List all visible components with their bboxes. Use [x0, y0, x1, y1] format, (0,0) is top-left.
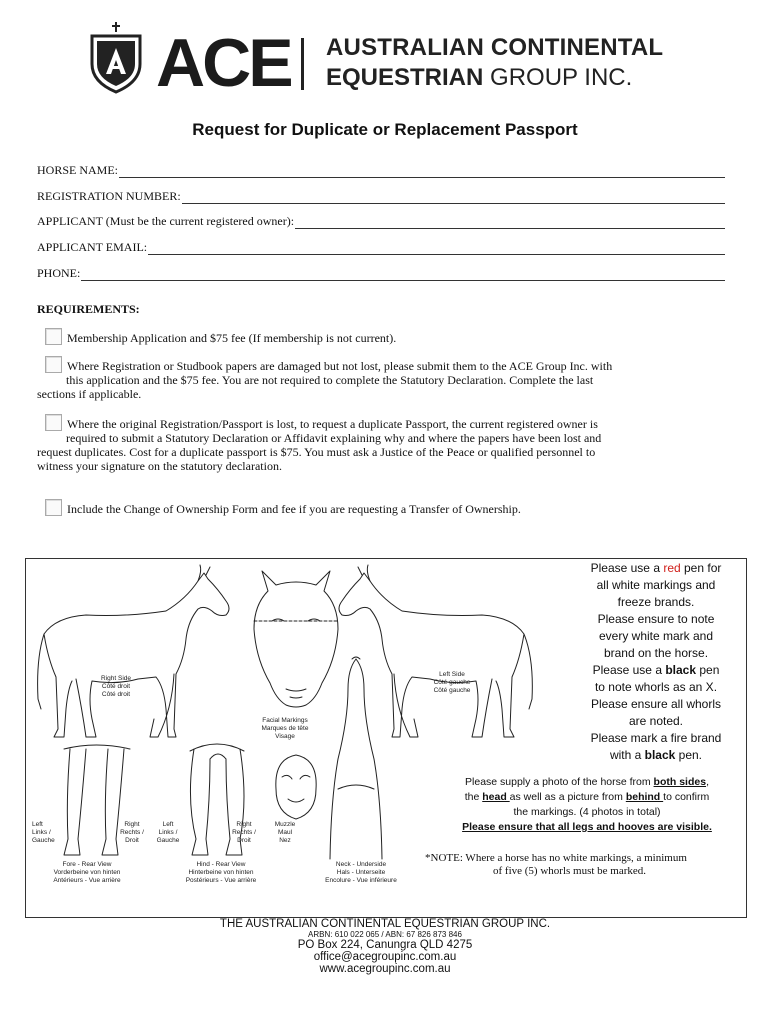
instr-text: Please use a — [592, 663, 666, 677]
shield-emblem-icon — [86, 20, 146, 100]
photo-text: as well as a picture from — [509, 791, 626, 803]
org-name-rest: GROUP INC. — [483, 64, 633, 91]
photo-text: the markings. (4 photos in total) — [513, 806, 661, 818]
label-main: Facial Markings — [262, 717, 308, 724]
instr-text: are noted. — [628, 714, 684, 728]
facial-markings-label — [250, 717, 320, 741]
note-text: of five (5) whorls must be marked. — [493, 865, 647, 877]
instr-text: all white markings and — [596, 578, 716, 592]
footer-abn: ARBN: 610 022 065 / ABN: 67 826 873 846 — [308, 930, 462, 939]
instr-text: pen. — [675, 748, 703, 762]
facial-markings-head-outline — [254, 571, 338, 707]
applicant-email-field[interactable] — [37, 240, 725, 255]
left-side-label — [422, 671, 482, 695]
footer — [0, 918, 770, 975]
requirement-text: Membership Application and $75 fee (If membership is not current). — [67, 331, 397, 345]
label-main: Right — [236, 821, 252, 828]
photo-emphasis: head — [482, 791, 510, 803]
right-side-label — [86, 675, 146, 699]
membership-checkbox[interactable] — [45, 328, 62, 345]
ace-logo — [86, 20, 686, 100]
hind-rear-view-label — [166, 861, 276, 885]
horse-name-line[interactable] — [119, 167, 725, 178]
requirement-text: witness your signature on the statutory declaration. — [37, 459, 282, 473]
label-sub: Hinterbeine von hinten — [188, 869, 254, 876]
label-main: Right — [124, 821, 140, 828]
label-sub: Antérieurs - Vue arrière — [53, 877, 121, 884]
fore-left-label — [32, 821, 60, 845]
horse-name-field[interactable] — [37, 163, 725, 178]
label-main: Neck - Underside — [335, 861, 387, 868]
instr-text: pen for — [680, 561, 722, 575]
photo-text: Please supply a photo of the horse from — [465, 776, 654, 788]
fore-right-label — [118, 821, 146, 845]
instr-text: to note whorls as an X. — [594, 680, 718, 694]
label-sub: Nez — [279, 837, 291, 844]
footer-email[interactable]: office@acegroupinc.com.au — [313, 951, 457, 963]
label-sub: Côté gauche — [433, 687, 471, 694]
requirement-item-membership — [37, 328, 717, 345]
hind-left-label — [154, 821, 182, 845]
whorl-note — [425, 852, 743, 878]
photo-emphasis: Please ensure that all legs and hooves are visible. — [462, 821, 712, 833]
applicant-email-line[interactable] — [148, 244, 725, 255]
label-sub: Rechts / — [120, 829, 144, 836]
instr-text: Please ensure to note — [597, 612, 715, 626]
fore-rear-view-label — [32, 861, 142, 885]
instr-text: brand on the horse. — [603, 646, 709, 660]
label-main: Fore - Rear View — [62, 861, 112, 868]
label-sub: Links / — [158, 829, 178, 836]
label-sub: Côté gauche — [433, 679, 471, 686]
org-name-line1: AUSTRALIAN CONTINENTAL — [326, 34, 664, 61]
applicant-line[interactable] — [295, 218, 725, 229]
label-main: Left — [32, 821, 43, 828]
marking-instructions — [572, 560, 740, 764]
label-main: Hind - Rear View — [196, 861, 246, 868]
muzzle-outline — [276, 755, 316, 819]
label-sub: Droit — [237, 837, 251, 844]
instr-text: Please mark a fire brand — [590, 731, 722, 745]
requirement-item-damaged — [37, 356, 717, 401]
lost-passport-checkbox[interactable] — [45, 414, 62, 431]
instr-text: freeze brands. — [617, 595, 695, 609]
phone-field[interactable] — [37, 266, 725, 281]
label-sub: Rechts / — [232, 829, 256, 836]
black-pen-emphasis: black — [665, 663, 697, 677]
applicant-field[interactable] — [37, 214, 725, 229]
photo-emphasis: behind — [625, 791, 664, 803]
label-sub: Visage — [275, 733, 295, 740]
right-side-horse-outline — [38, 565, 229, 737]
phone-line[interactable] — [81, 270, 725, 281]
label-sub: Gauche — [156, 837, 180, 844]
label-sub: Encolure - Vue inférieure — [325, 877, 397, 884]
label-main: Left Side — [439, 671, 465, 678]
label-sub: Links / — [32, 829, 51, 836]
label-sub: Postérieurs - Vue arrière — [185, 877, 257, 884]
footer-website[interactable]: www.acegroupinc.com.au — [319, 963, 451, 975]
instr-text: pen — [696, 663, 720, 677]
phone-label: PHONE: — [37, 266, 81, 280]
label-sub: Droit — [125, 837, 139, 844]
org-name-line2 — [326, 64, 632, 92]
horse-name-label: HORSE NAME: — [37, 163, 119, 177]
registration-number-label: REGISTRATION NUMBER: — [37, 189, 181, 203]
damaged-papers-checkbox[interactable] — [45, 356, 62, 373]
requirement-text: Include the Change of Ownership Form and fee if you are requesting a Transfer of Ownership. — [67, 502, 521, 516]
logo-divider — [301, 38, 304, 90]
label-sub: Hals - Unterseite — [336, 869, 386, 876]
label-main: Right Side — [101, 675, 131, 682]
instr-text: Please use a — [590, 561, 664, 575]
requirement-item-lost — [37, 414, 717, 473]
label-sub: Vorderbeine von hinten — [53, 869, 121, 876]
transfer-checkbox[interactable] — [45, 499, 62, 516]
page-title: Request for Duplicate or Replacement Passport — [192, 120, 578, 139]
label-sub: Maul — [277, 829, 293, 836]
footer-address: PO Box 224, Canungra QLD 4275 — [297, 939, 473, 951]
applicant-email-label: APPLICANT EMAIL: — [37, 240, 148, 254]
neck-underside-label — [306, 861, 416, 885]
instr-text: Please ensure all whorls — [590, 697, 722, 711]
photo-text: to confirm — [663, 791, 710, 803]
neck-underside-outline — [330, 657, 382, 859]
requirements-heading: REQUIREMENTS: — [37, 302, 140, 316]
label-main: Left — [162, 821, 174, 828]
logo-wordmark: ACE — [156, 25, 291, 101]
applicant-label: APPLICANT (Must be the current registered owner): — [37, 214, 295, 228]
label-sub: Gauche — [32, 837, 55, 844]
requirement-text: required to submit a Statutory Declaration or Affidavit explaining why and where the papers have been lost and — [66, 431, 602, 445]
photo-text: , — [706, 776, 709, 788]
photo-emphasis: both sides — [653, 776, 707, 788]
requirement-text: Where the original Registration/Passport is lost, to request a duplicate Passport, the current registered owner is — [67, 417, 598, 431]
label-sub: Marques de tête — [261, 725, 309, 732]
photo-text: the — [464, 791, 483, 803]
org-name-bold: EQUESTRIAN — [326, 64, 484, 91]
note-text: *NOTE: Where a horse has no white markings, a minimum — [425, 852, 687, 864]
requirement-text: request duplicates. Cost for a duplicate passport is $75. You must ask a Justice of the Peace or qualified personnel to — [37, 445, 596, 459]
registration-number-line[interactable] — [182, 193, 725, 204]
muzzle-label — [270, 821, 300, 845]
requirement-text: this application and the $75 fee. You are not required to complete the Statutory Declaration. Complete the last — [66, 373, 594, 387]
requirement-item-transfer — [37, 499, 717, 516]
label-main: Muzzle — [274, 821, 296, 828]
left-side-horse-outline — [339, 565, 532, 737]
instr-text: with a — [609, 748, 645, 762]
label-sub: Côté droit — [101, 683, 131, 690]
requirement-text: sections if applicable. — [37, 387, 142, 401]
photo-instructions — [433, 775, 741, 835]
hind-right-label — [230, 821, 258, 845]
label-sub: Côté droit — [101, 691, 131, 698]
red-pen-emphasis: red — [663, 561, 681, 575]
black-pen-emphasis: black — [644, 748, 676, 762]
footer-org: THE AUSTRALIAN CONTINENTAL EQUESTRIAN GROUP INC. — [219, 918, 551, 930]
instr-text: every white mark and — [598, 629, 714, 643]
requirement-text: Where Registration or Studbook papers are damaged but not lost, please submit them to the ACE Group Inc. with — [67, 359, 613, 373]
registration-number-field[interactable] — [37, 189, 725, 204]
